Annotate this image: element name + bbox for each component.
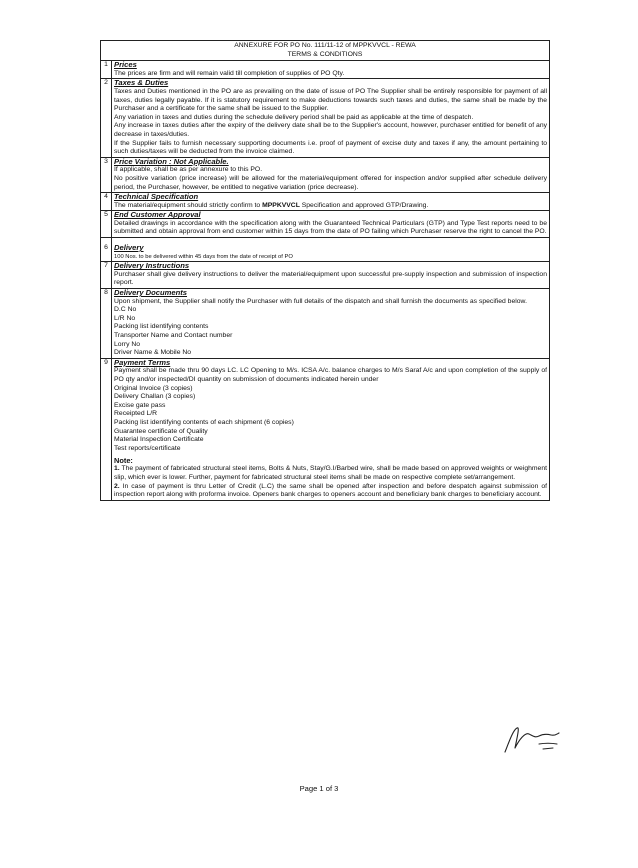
section-body: [112, 358, 550, 500]
section-number: 3: [101, 157, 112, 192]
spec-company: MPPKVVCL: [262, 201, 300, 209]
section-paragraph: If the Supplier fails to furnish necessary supporting documents i.e. proof of payment of excise duty and taxes if any, the amount pertaining to such duties/taxes will be deducted from the invoice claimed.: [114, 139, 547, 156]
list-item: Delivery Challan (3 copies): [114, 393, 196, 401]
section-paragraph: Upon shipment, the Supplier shall notify the Purchaser with full details of the dispatch and shall furnish the documents as specified below.: [114, 297, 527, 305]
list-item: Driver Name & Mobile No: [114, 349, 192, 357]
page-number: Page 1 of 3: [299, 784, 339, 793]
section-title: Payment Terms: [114, 357, 171, 367]
section-number: 4: [101, 193, 112, 211]
list-item: Test reports/certificate: [114, 444, 181, 452]
section-body: [112, 193, 550, 211]
section-delivery-instructions: [101, 262, 550, 289]
list-item: Excise gate pass: [114, 401, 166, 409]
section-title-tail: : Not Applicable.: [166, 156, 229, 166]
list-item: Original Invoice (3 copies): [114, 384, 193, 392]
section-title: End Customer Approval: [114, 210, 201, 220]
list-item: Packing list identifying contents of each shipment (6 copies): [114, 418, 294, 426]
section-title: Delivery Documents: [114, 288, 188, 298]
section-paragraph: If applicable, shall be as per annexure to this PO.: [114, 166, 263, 174]
section-paragraph: Payment shall be made thru 90 days LC. LC Opening to M/s. ICSA A/c. balance charges to M/s Saraf A/c and upon completion of the supply of PO qty and/or inspected/DI quantity on submission of documents indicated herein under: [114, 367, 547, 383]
note-paragraph: [114, 483, 547, 500]
section-paragraph: Taxes and Duties mentioned in the PO are as prevailing on the date of issue of PO The Supplier shall be entirely responsible for payment of all taxes, duties legally payable. If it is statutory requirement to make deductions towards such taxes and duties, the same shall be made by the Purchaser and a certificate for the same shall be issued to the Supplier.: [114, 87, 547, 113]
section-price-variation: [101, 157, 550, 192]
section-technical-specification: [101, 193, 550, 211]
note-number: 1.: [114, 465, 120, 473]
section-delivery: [101, 238, 550, 262]
terms-table: [100, 40, 550, 501]
note-paragraph: [114, 465, 547, 482]
section-paragraph: Purchaser shall give delivery instructions to deliver the material/equipment upon successful pre-supply inspection and submission of inspection report.: [114, 270, 547, 287]
section-delivery-documents: [101, 289, 550, 359]
note-text: The payment of fabricated structural steel items, Bolts & Nuts, Stay/G.I/Barbed wire, shall be made based on approved weights or weighment slip, which ever is lower. Further, payment for fabricated structural steel items shall be made on respective complete set/arrangement.: [114, 465, 547, 481]
section-end-customer-approval: [101, 211, 550, 238]
note-number: 2.: [114, 482, 120, 490]
list-item: Material Inspection Certificate: [114, 436, 204, 444]
list-item: Receipted L/R: [114, 410, 158, 418]
section-number: 9: [101, 358, 112, 500]
section-number: 8: [101, 289, 112, 359]
spec-text-post: Specification and approved GTP/Drawing.: [299, 201, 429, 209]
list-item: Transporter Name and Contact number: [114, 332, 233, 339]
section-title: Delivery Instructions: [114, 261, 190, 271]
section-body: [112, 157, 550, 192]
section-payment-terms: [101, 358, 550, 500]
spec-text-pre: The material/equipment should strictly confirm to: [114, 201, 263, 209]
section-title: Delivery: [114, 243, 144, 253]
terms-subtitle: TERMS & CONDITIONS: [287, 50, 363, 58]
section-title: Technical Specification: [114, 192, 199, 202]
header-row: [101, 41, 550, 61]
note-heading: Note:: [114, 456, 133, 466]
section-body: [112, 61, 550, 79]
section-number: 1: [101, 61, 112, 79]
section-title-text: Price Variation: [114, 156, 167, 166]
section-number: 7: [101, 262, 112, 289]
note-text: In case of payment is thru Letter of Credit (L.C) the same shall be opened after inspection and before despatch against submission of inspection report along with proforma invoice. Openers bank charges to openers account and beneficiary bank charges to beneficiary account.: [114, 482, 547, 499]
section-paragraph: [114, 202, 547, 211]
handwritten-signature: [495, 722, 565, 758]
section-paragraph: Any variation in taxes and duties during the schedule delivery period shall be paid as applicable at the time of despatch.: [114, 113, 474, 121]
list-item: Guarantee certificate of Quality: [114, 427, 208, 435]
list-item: Lorry No: [114, 340, 141, 348]
section-text: The prices are firm and will remain valid till completion of supplies of PO Qty.: [114, 69, 345, 77]
document-header: [101, 41, 550, 61]
section-body: [112, 262, 550, 289]
section-body: [112, 289, 550, 359]
section-body: [112, 79, 550, 157]
section-text: 100 Nos. to be delivered within 45 days from the date of receipt of PO: [114, 253, 293, 260]
list-item: D.C No: [114, 306, 137, 314]
section-body: [112, 211, 550, 238]
section-paragraph: Detailed drawings in accordance with the specification along with the Guaranteed Technical Particulars (GTP) and Type Test reports need to be submitted and obtain approval from end customer within 15 days from the date of PO failing which Purchaser reserve the right to cancel the PO.: [114, 219, 547, 236]
section-title: Taxes & Duties: [114, 78, 169, 88]
section-title: [114, 158, 547, 167]
section-number: 2: [101, 79, 112, 157]
section-paragraph: No positive variation (price increase) will be allowed for the material/equipment offered for inspection and/or supplied after schedule delivery period, the Purchaser, however, be entitled to negative variation (price decrease).: [114, 174, 547, 191]
list-item: L/R No: [114, 314, 136, 322]
list-item: Packing list identifying contents: [114, 323, 209, 331]
annexure-title: ANNEXURE FOR PO No. 111/11-12 of MPPKVVCL - REWA: [234, 42, 416, 49]
section-prices: [101, 61, 550, 79]
section-paragraph: Any increase in taxes duties after the expiry of the delivery date shall be to the Supplier's account, however, purchaser entitled for benefit of any decrease in taxes/duties.: [114, 122, 547, 138]
section-number: 5: [101, 211, 112, 238]
section-body: [112, 238, 550, 262]
section-number: 6: [101, 238, 112, 262]
section-taxes-duties: [101, 79, 550, 157]
section-title: Prices: [114, 60, 137, 70]
